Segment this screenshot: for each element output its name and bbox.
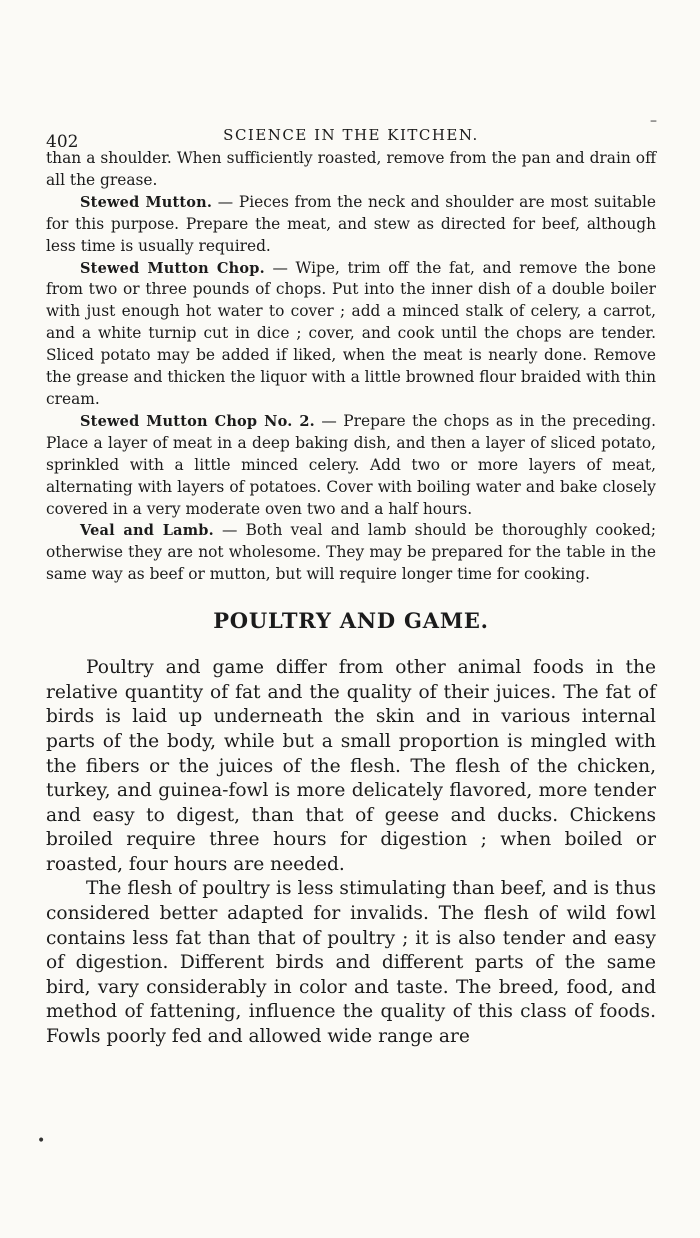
recipe-veal-and-lamb [46,520,656,586]
body-paragraph: The flesh of poultry is less stimulating than beef, and is thus considered better adapted for invalids. The flesh of wild fowl contains less fat than that of poultry ; it is also tender and easy of digestion. Different birds and different parts of the same bird, vary considerably in color and taste. The breed, food, and method of fattening, influence the quality of this class of foods. Fowls poorly fed and allowed wide range are [46,878,656,1048]
recipe-title: Veal and Lamb. [80,522,214,540]
recipe-text: — Wipe, trim off the fat, and remove the bone from two or three pounds of chops. Put into the inner dish of a double boiler with just enough hot water to cover ; add a minced stalk of celery, a carrot, and a white turnip cut in dice ; cover, and cook until the chops are tender. Sliced potato may be added if liked, when the meat is nearly done. Remove the grease and thicken the liquor with a little browned flour braided with thin cream. [46,258,656,408]
running-head [46,118,656,152]
running-title: SCIENCE IN THE KITCHEN. [223,126,479,144]
recipe-stewed-mutton-chop [46,258,656,411]
body-paragraph: Poultry and game differ from other animal foods in the relative quantity of fat and the quality of their juices. The fat of birds is laid up underneath the skin and in various internal parts of the body, while but a small proportion is mingled with the fibers or the juices of the flesh. The flesh of the chicken, turkey, and guinea-fowl is more delicately flavored, more tender and easy to digest, than that of geese and ducks. Chickens broiled require three hours for digestion ; when boiled or roasted, four hours are needed. [46,657,656,875]
poultry-section [46,656,656,1050]
margin-dot: • [37,1133,46,1149]
recipe-title: Stewed Mutton. [80,193,213,211]
recipe-text: — Pieces from the neck and shoulder are most suitable for this purpose. Prepare the meat, and stew as directed for beef, although less time is usually required. [46,192,657,255]
recipe-title: Stewed Mutton Chop. [80,259,265,277]
recipe-text: — Prepare the chops as in the preceding. Place a layer of meat in a deep baking dish, and then a layer of sliced potato, sprinkled with a little minced celery. Add two or more layers of meat, alternating with layers of potatoes. Cover with boiling water and bake closely covered in a very moderate oven two and a half hours. [46,411,656,518]
recipe-text: — Both veal and lamb should be thoroughly cooked; otherwise they are not wholesome. They may be prepared for the table in the same way as beef or mutton, but will require longer time for cooking. [46,521,657,584]
book-page [46,118,656,1050]
recipe-title: Stewed Mutton Chop No. 2. [80,412,315,430]
section-heading: POULTRY AND GAME. [213,608,489,634]
page-number: 402 [46,132,79,152]
margin-mark: – [650,113,657,129]
continued-paragraph: than a shoulder. When sufficiently roasted, remove from the pan and drain off all the grease. [46,149,656,189]
recipe-stewed-mutton-chop-2 [46,411,656,521]
recipe-section [46,148,656,586]
recipe-stewed-mutton [46,192,656,258]
